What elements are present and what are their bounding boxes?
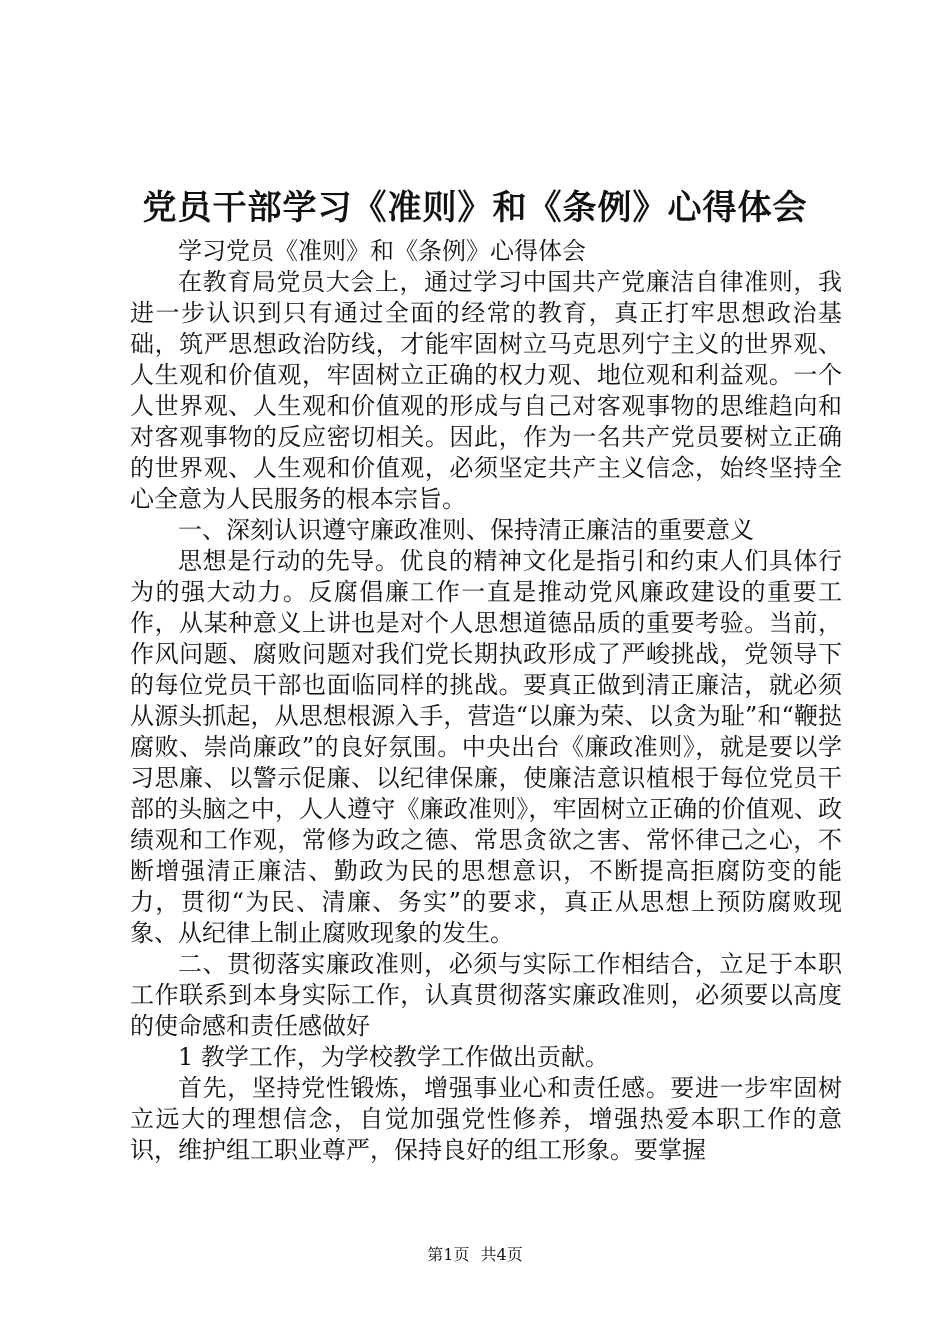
paragraph-item-1: 1 教学工作，为学校教学工作做出贡献。 — [178, 1043, 609, 1071]
paragraph-intro: 在教育局党员大会上，通过学习中国共产党廉洁自律准则，我进一步认识到只有通过全面的经常的教育，真正打牢思想政治基础，筑严思想政治防线，才能牢固树立马克思列宁主义的世界观、人生观和价值观，牢固树立正确的权力观、地位观和利益观。一个人世界观、人生观和价值观的形成与自己对客观事物的思维趋向和对客观事物的反应密切相关。因此，作为一名共产党员要树立正确的世界观、人生观和价值观，必须坚定共产主义信念，始终坚持全心全意为人民服务的根本宗旨。 — [130, 268, 842, 513]
paragraph-first: 首先，坚持党性锻炼，增强事业心和责任感。要进一步牢固树立远大的理想信念，自觉加强党性修养，增强热爱本职工作的意识，维护组工职业尊严，保持良好的组工形象。要掌握 — [130, 1074, 842, 1164]
page-number: 第1页 — [427, 1245, 470, 1264]
page-footer — [0, 1244, 950, 1266]
document-body — [130, 236, 842, 1166]
page-total: 共4页 — [480, 1245, 523, 1264]
document-subtitle: 学习党员《准则》和《条例》心得体会 — [178, 237, 586, 265]
document-title: 党员干部学习《准则》和《条例》心得体会 — [142, 188, 808, 228]
section-heading-1: 一、深刻认识遵守廉政准则、保持清正廉洁的重要意义 — [178, 516, 754, 544]
section-heading-2: 二、贯彻落实廉政准则，必须与实际工作相结合，立足于本职工作联系到本身实际工作，认真贯彻落实廉政准则，必须要以高度的使命感和责任感做好 — [130, 950, 842, 1040]
paragraph-section-1: 思想是行动的先导。优良的精神文化是指引和约束人们具体行为的强大动力。反腐倡廉工作一直是推动党风廉政建设的重要工作，从某种意义上讲也是对个人思想道德品质的重要考验。当前，作风问题、腐败问题对我们党长期执政形成了严峻挑战，党领导下的每位党员干部也面临同样的挑战。要真正做到清正廉洁，就必须从源头抓起，从思想根源入手，营造“以廉为荣、以贪为耻”和“鞭挞腐败、崇尚廉政”的良好氛围。中央出台《廉政准则》，就是要以学习思廉、以警示促廉、以纪律保廉，使廉洁意识植根于每位党员干部的头脑之中，人人遵守《廉政准则》，牢固树立正确的价值观、政绩观和工作观，常修为政之德、常思贪欲之害、常怀律己之心，不断增强清正廉洁、勤政为民的思想意识，不断提高拒腐防变的能力，贯彻“为民、清廉、务实”的要求，真正从思想上预防腐败现象、从纪律上制止腐败现象的发生。 — [130, 547, 842, 947]
